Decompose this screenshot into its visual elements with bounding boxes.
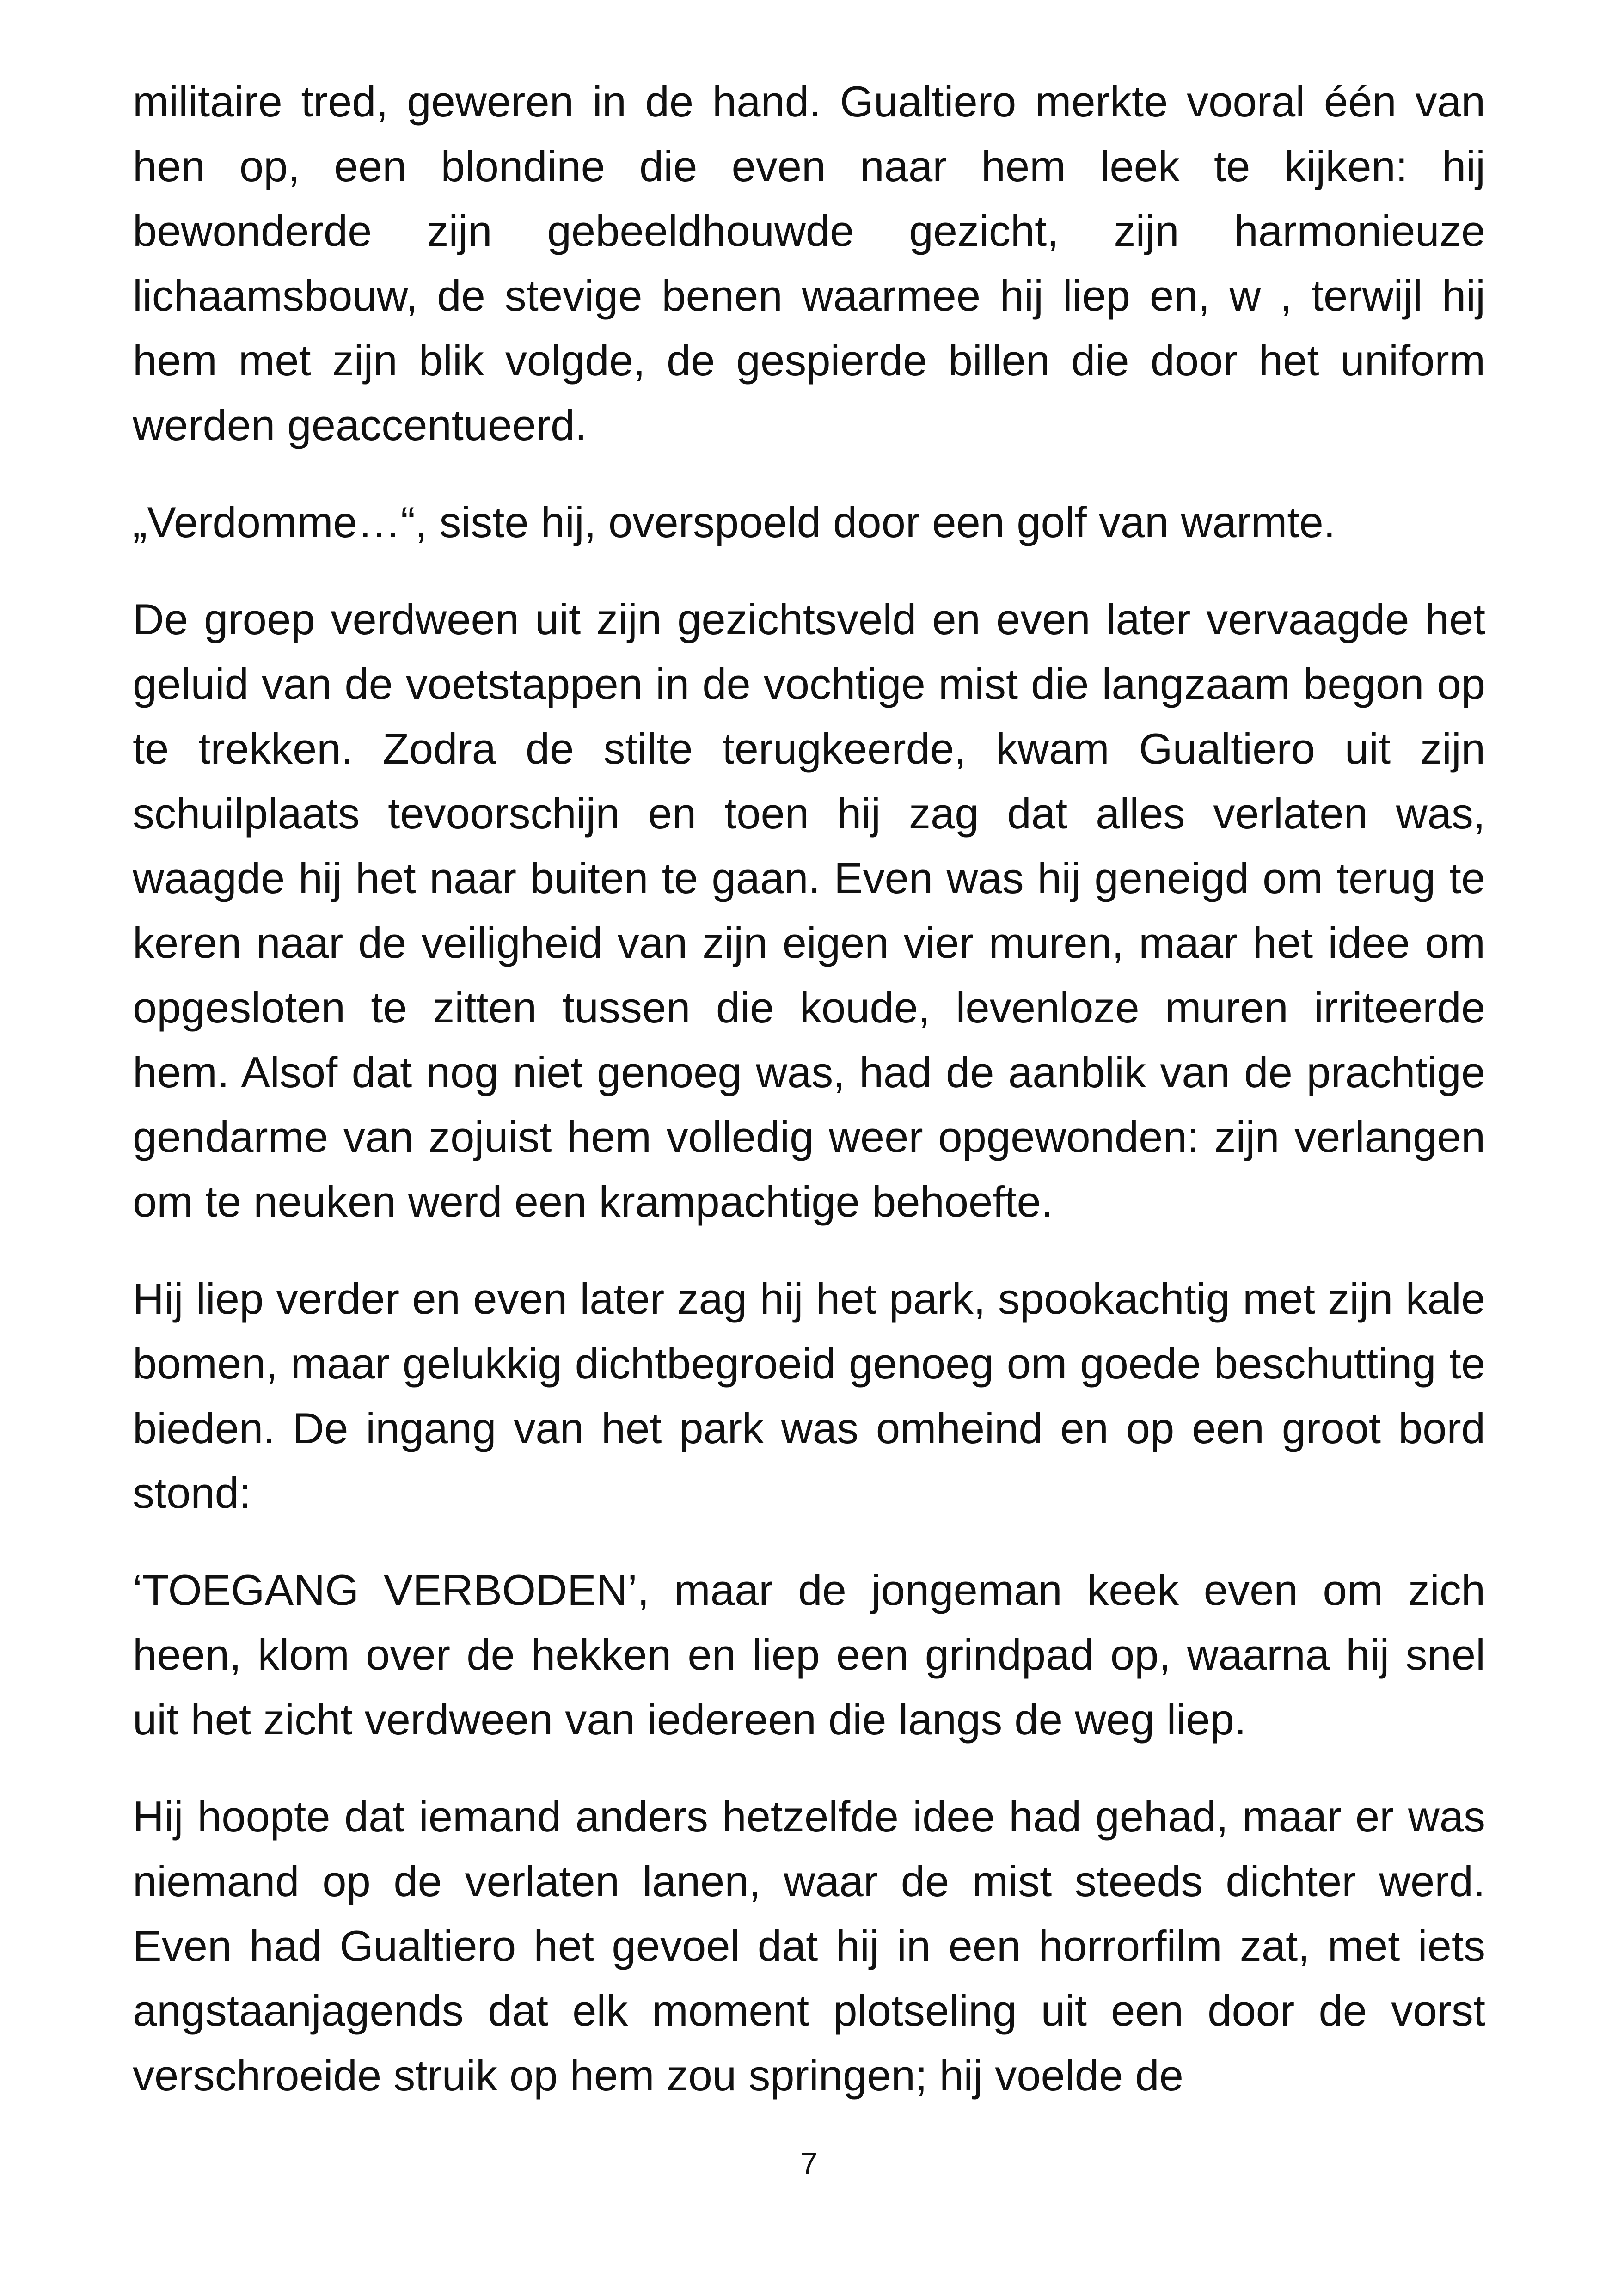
page-number: 7 [800,2146,818,2180]
paragraph: Hij hoopte dat iemand anders hetzelfde idee had gehad, maar er was niemand op de verlaten lanen, waar de mist steeds dichter werd. Even had Gualtiero het gevoel dat hij in een horrorfilm zat, met iets angstaanjagends dat elk moment plotseling uit een door de vorst verschroeide struik op hem zou springen; hij voelde de [133,1792,1485,2100]
paragraph: De groep verdween uit zijn gezichtsveld en even later vervaagde het geluid van de voetstappen in de vochtige mist die langzaam begon op te trekken. Zodra de stilte terugkeerde, kwam Gualtiero uit zijn schuilplaats tevoorschijn en toen hij zag dat alles verlaten was, waagde hij het naar buiten te gaan. Even was hij geneigd om terug te keren naar de veiligheid van zijn eigen vier muren, maar het idee om opgesloten te zitten tussen die koude, levenloze muren irriteerde hem. Alsof dat nog niet genoeg was, had de aanblik van de prachtige gendarme van zojuist hem volledig weer opgewonden: zijn verlangen om te neuken werd een krampachtige behoefte. [133,595,1485,1226]
paragraph: ‘TOEGANG VERBODEN’, maar de jongeman keek even om zich heen, klom over de hekken en liep een grindpad op, waarna hij snel uit het zicht verdween van iedereen die langs de weg liep. [133,1566,1485,1744]
paragraph: „Verdomme…“, siste hij, overspoeld door een golf van warmte. [133,498,1336,546]
paragraph: Hij liep verder en even later zag hij het park, spookachtig met zijn kale bomen, maar gelukkig dichtbegroeid genoeg om goede beschutting te bieden. De ingang van het park was omheind en op een groot bord stond: [133,1274,1485,1517]
body-text [133,69,1485,2108]
paragraph: militaire tred, geweren in de hand. Gualtiero merkte vooral één van hen op, een blondine die even naar hem leek te kijken: hij bewonderde zijn gebeeldhouwde gezicht, zijn harmonieuze lichaamsbouw, de stevige benen waarmee hij liep en, w , terwijl hij hem met zijn blik volgde, de gespierde billen die door het uniform werden geaccentueerd. [133,77,1485,449]
